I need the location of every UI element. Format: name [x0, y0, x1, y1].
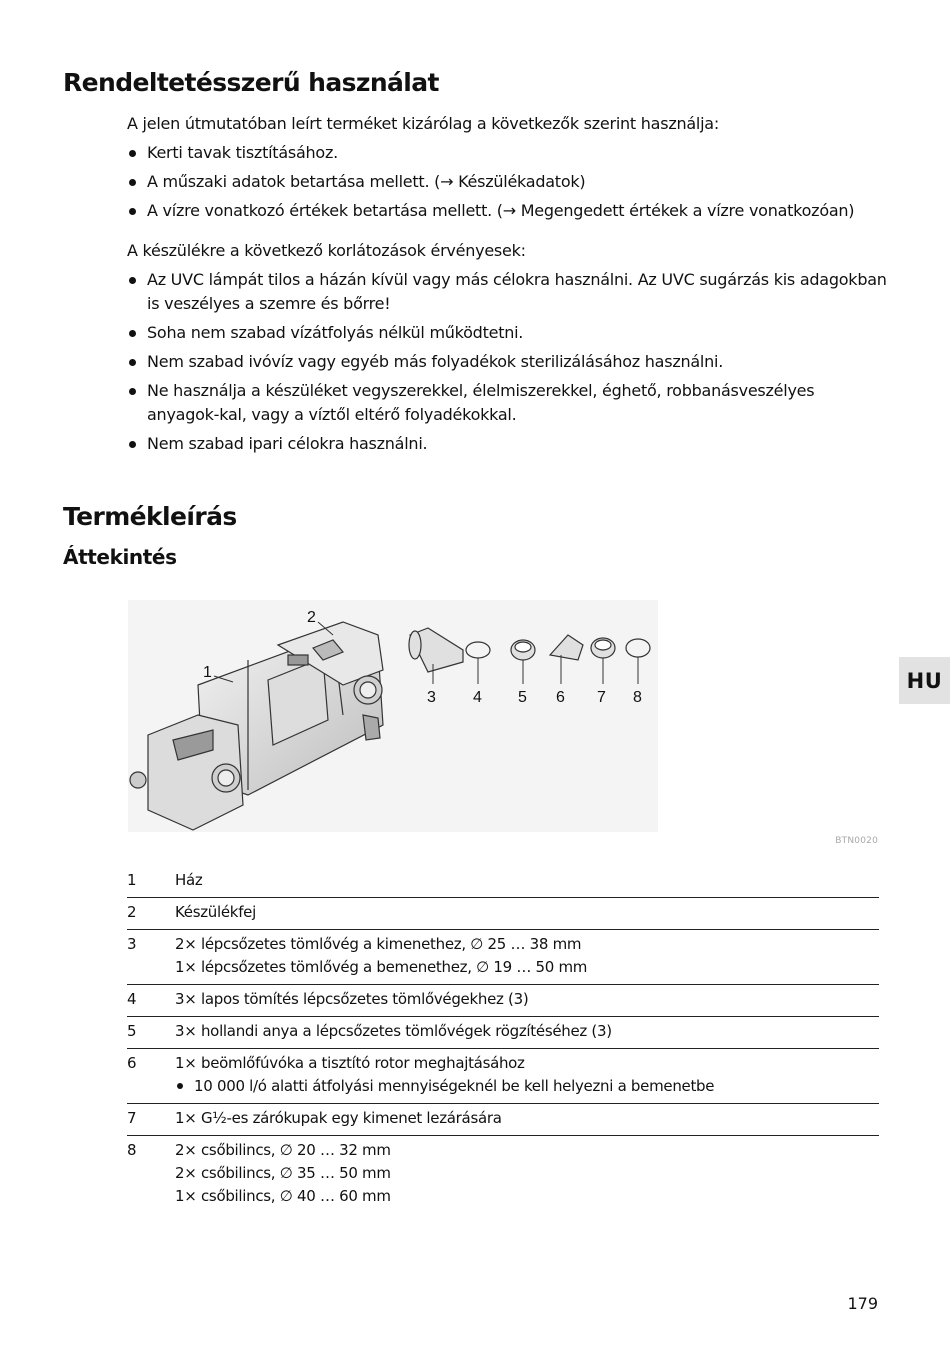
legend-description: [175, 988, 879, 1011]
legend-description: [175, 1107, 879, 1130]
section-title-intended-use: Rendeltetésszerű használat: [63, 68, 439, 97]
legend-line: Készülékfej: [175, 903, 256, 921]
figure-label: 8: [633, 689, 642, 706]
legend-table: [127, 866, 879, 1213]
legend-line: 2× csőbilincs, ∅ 35 … 50 mm: [175, 1164, 391, 1182]
legend-row: [127, 898, 879, 930]
figure-label: 3: [427, 689, 436, 706]
legend-row: [127, 1136, 879, 1213]
legend-description: [175, 1052, 879, 1098]
intended-use-body: [127, 112, 887, 223]
intended-use-list: [127, 141, 887, 223]
legend-line: Ház: [175, 871, 203, 889]
legend-number: 1: [127, 871, 137, 889]
intended-use-item: A vízre vonatkozó értékek betartása mellett. (→ Megengedett értékek a vízre vonatkozóan): [127, 199, 887, 223]
restriction-item: Nem szabad ipari célokra használni.: [127, 432, 887, 456]
page-number: 179: [847, 1294, 878, 1313]
intended-use-item: Kerti tavak tisztításához.: [127, 141, 887, 165]
restriction-item: Soha nem szabad vízátfolyás nélkül működtetni.: [127, 321, 887, 345]
intended-use-item: A műszaki adatok betartása mellett. (→ Készülékadatok): [127, 170, 887, 194]
legend-row: [127, 866, 879, 898]
figure-label: 4: [473, 689, 482, 706]
product-overview-figure: [128, 600, 658, 832]
restriction-item: Nem szabad ivóvíz vagy egyéb más folyadékok sterilizálásához használni.: [127, 350, 887, 374]
language-tab: HU: [899, 657, 950, 704]
figure-label: 5: [518, 689, 527, 706]
restriction-item: Ne használja a készüléket vegyszerekkel, élelmiszerekkel, éghető, robbanásveszélyes anyagok-kal, vagy a víztől eltérő folyadékokkal.: [127, 379, 887, 427]
figure-code: BTN0020: [835, 836, 878, 846]
legend-number: 7: [127, 1109, 137, 1127]
restriction-item: Az UVC lámpát tilos a házán kívül vagy más célokra használni. Az UVC sugárzás kis adagokban is veszélyes a szemre és bőrre!: [127, 268, 887, 316]
legend-row: [127, 1017, 879, 1049]
legend-row: [127, 1104, 879, 1136]
legend-number: 2: [127, 903, 137, 921]
legend-row: [127, 930, 879, 985]
legend-line: 3× lapos tömítés lépcsőzetes tömlővégekhez (3): [175, 990, 529, 1008]
restrictions-list: [127, 268, 887, 456]
legend-description: [175, 1139, 879, 1208]
figure-label: 2: [307, 609, 316, 626]
legend-line: 3× hollandi anya a lépcsőzetes tömlővégek rögzítéséhez (3): [175, 1022, 612, 1040]
legend-number: 8: [127, 1141, 137, 1159]
legend-row: [127, 985, 879, 1017]
figure-label: 7: [597, 689, 606, 706]
legend-number: 5: [127, 1022, 137, 1040]
figure-label: 1: [203, 664, 212, 681]
legend-number: 3: [127, 935, 137, 953]
legend-line: 1× csőbilincs, ∅ 40 … 60 mm: [175, 1187, 391, 1205]
section-title-product: Termékleírás: [63, 502, 237, 531]
figure-label: 6: [556, 689, 565, 706]
legend-description: [175, 1020, 879, 1043]
legend-number: 6: [127, 1054, 137, 1072]
restrictions-body: [127, 239, 887, 456]
legend-line: 1× lépcsőzetes tömlővég a bemenethez, ∅ 19 … 50 mm: [175, 958, 588, 976]
restrictions-intro: A készülékre a következő korlátozások érvényesek:: [127, 241, 526, 260]
legend-description: [175, 933, 879, 979]
subsection-title-overview: Áttekintés: [63, 545, 177, 569]
legend-bullet: 10 000 l/ó alatti átfolyási mennyiségeknél be kell helyezni a bemenetbe: [175, 1075, 879, 1098]
legend-number: 4: [127, 990, 137, 1008]
legend-line: 2× csőbilincs, ∅ 20 … 32 mm: [175, 1141, 391, 1159]
legend-line: 1× G½-es zárókupak egy kimenet lezárására: [175, 1109, 502, 1127]
legend-description: [175, 869, 879, 892]
legend-description: [175, 901, 879, 924]
legend-line: 1× beömlőfúvóka a tisztító rotor meghajtásához: [175, 1054, 525, 1072]
intended-use-intro: A jelen útmutatóban leírt terméket kizárólag a következők szerint használja:: [127, 114, 719, 133]
legend-line: 2× lépcsőzetes tömlővég a kimenethez, ∅ 25 … 38 mm: [175, 935, 582, 953]
legend-row: [127, 1049, 879, 1104]
